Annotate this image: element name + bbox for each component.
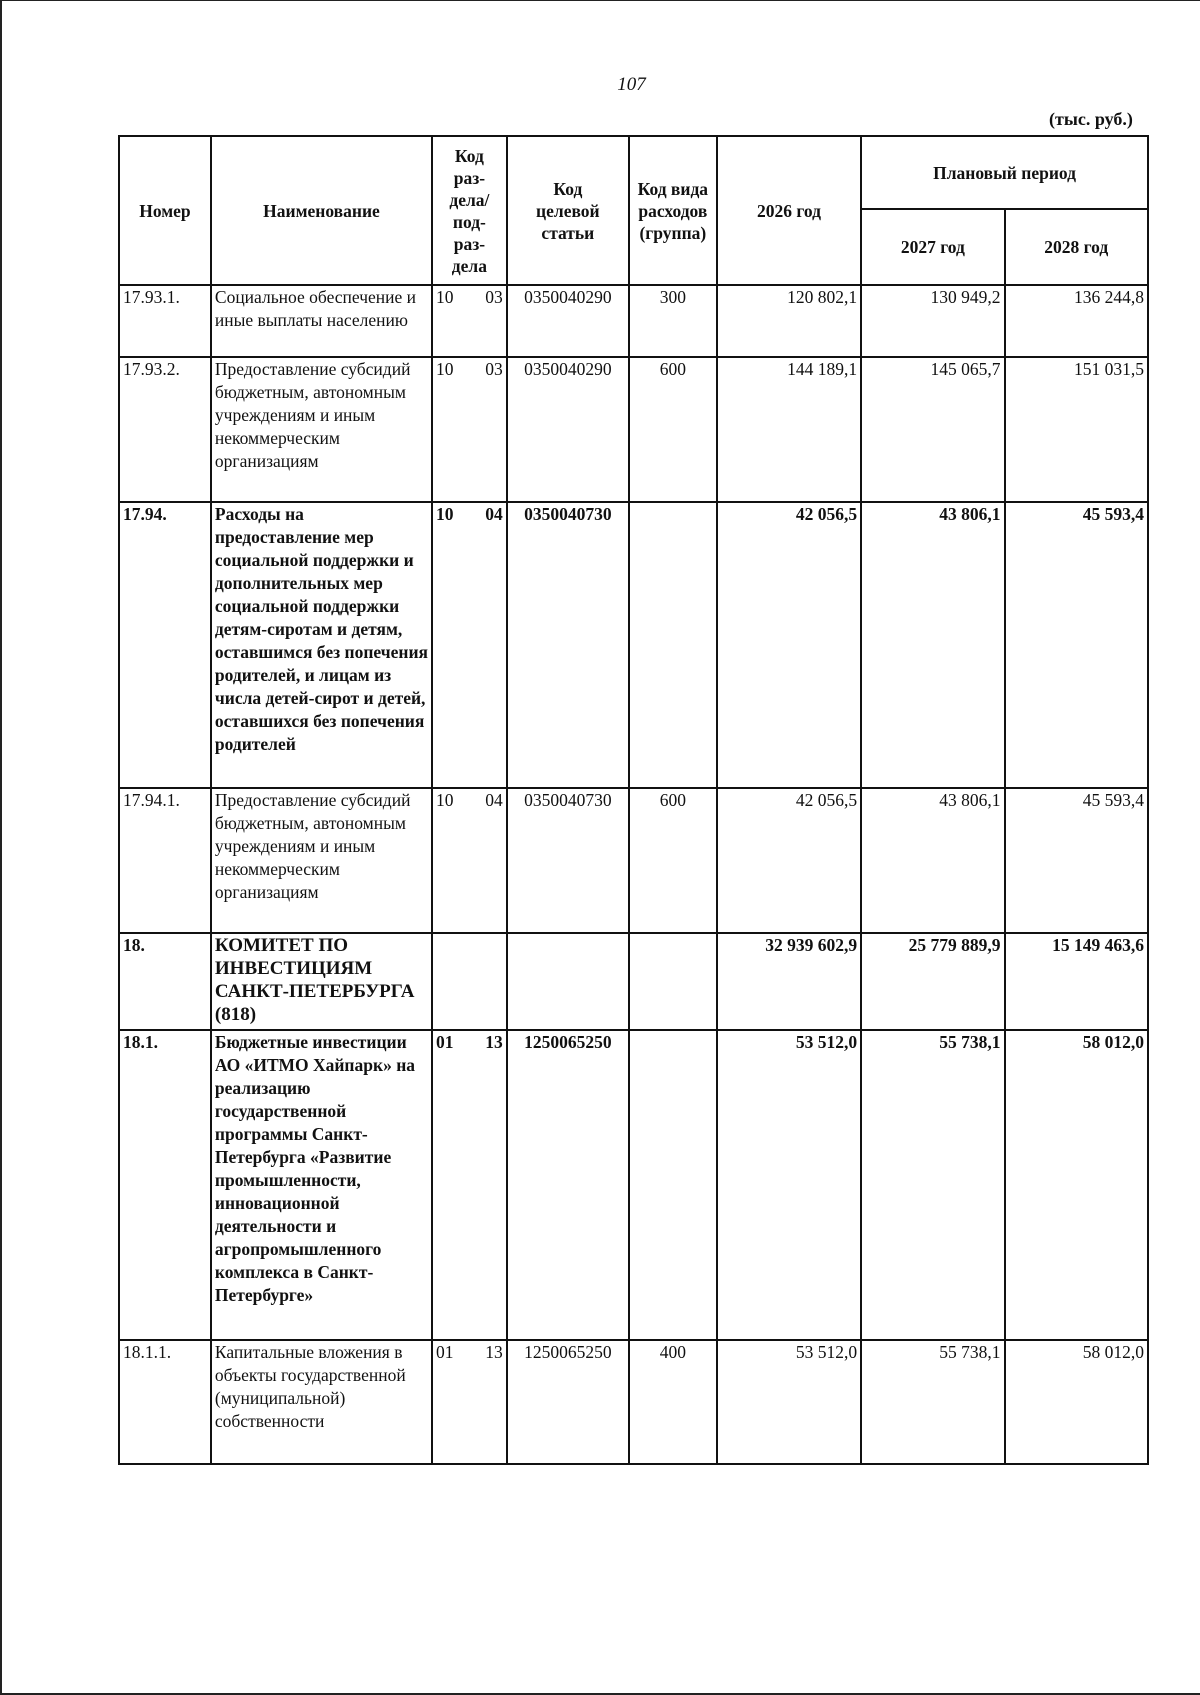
- row-number: 17.94.: [119, 502, 211, 788]
- row-name: Бюджетные инвестиции АО «ИТМО Хайпарк» на реализацию государственной программы Санкт-Петербурга «Развитие промышленности, инновационной деятельности и агропромышленного комплекса в Санкт-Петербурге»: [211, 1030, 432, 1340]
- row-name: Предоставление субсидий бюджетным, автономным учреждениям и иным некоммерческим организациям: [211, 788, 432, 933]
- units-label: (тыс. руб.): [1049, 109, 1133, 129]
- row-expense-type: 300: [629, 285, 717, 357]
- table-row: [119, 357, 1148, 502]
- row-value-2027: 43 806,1: [861, 788, 1004, 933]
- row-target-code: 0350040290: [507, 285, 629, 357]
- row-section-code: [432, 1030, 507, 1340]
- row-name: КОМИТЕТ ПО ИНВЕСТИЦИЯМ САНКТ-ПЕТЕРБУРГА (818): [211, 933, 432, 1030]
- header-year-2026: 2026 год: [717, 136, 861, 285]
- header-section-code: Код раз- дела/ под- раз- дела: [432, 136, 507, 285]
- row-expense-type: 600: [629, 357, 717, 502]
- subsection: 13: [485, 1342, 503, 1362]
- row-name: Расходы на предоставление мер социальной поддержки и дополнительных мер социальной поддержки детям-сиротам и детям, оставшимся без попечения родителей, и лицам из числа детей-сирот и детей, оставшихся без попечения родителей: [211, 502, 432, 788]
- section: 10: [436, 287, 454, 307]
- row-expense-type: 400: [629, 1340, 717, 1464]
- page-border-top: [0, 0, 1200, 1]
- subsection: 04: [485, 504, 503, 524]
- row-section-code: [432, 933, 507, 1030]
- row-number: 17.93.1.: [119, 285, 211, 357]
- page-border-left: [0, 0, 2, 1695]
- section: 10: [436, 359, 454, 379]
- row-expense-type: 600: [629, 788, 717, 933]
- row-number: 18.: [119, 933, 211, 1030]
- row-value-2027: 145 065,7: [861, 357, 1004, 502]
- row-name: Предоставление субсидий бюджетным, автономным учреждениям и иным некоммерческим организациям: [211, 357, 432, 502]
- row-target-code: 0350040290: [507, 357, 629, 502]
- row-section-code: [432, 788, 507, 933]
- row-value-2026: 42 056,5: [717, 788, 861, 933]
- row-target-code: 1250065250: [507, 1340, 629, 1464]
- row-number: 18.1.1.: [119, 1340, 211, 1464]
- table-row: [119, 1340, 1148, 1464]
- row-value-2027: 43 806,1: [861, 502, 1004, 788]
- row-value-2027: 55 738,1: [861, 1340, 1004, 1464]
- row-target-code: 1250065250: [507, 1030, 629, 1340]
- row-section-code: [432, 1340, 507, 1464]
- row-section-code: [432, 357, 507, 502]
- row-value-2026: 42 056,5: [717, 502, 861, 788]
- row-target-code: [507, 933, 629, 1030]
- row-name: Социальное обеспечение и иные выплаты населению: [211, 285, 432, 357]
- row-name: Капитальные вложения в объекты государственной (муниципальной) собственности: [211, 1340, 432, 1464]
- section: 10: [436, 504, 454, 524]
- row-value-2026: 32 939 602,9: [717, 933, 861, 1030]
- row-value-2028: 136 244,8: [1005, 285, 1148, 357]
- section: 10: [436, 790, 454, 810]
- header-year-2027: 2027 год: [861, 209, 1004, 285]
- header-name: Наименование: [211, 136, 432, 285]
- header-planned-period: Плановый период: [861, 136, 1148, 209]
- subsection: 13: [485, 1032, 503, 1052]
- budget-table: [118, 135, 1149, 1465]
- row-value-2027: 55 738,1: [861, 1030, 1004, 1340]
- row-value-2027: 130 949,2: [861, 285, 1004, 357]
- table-row: [119, 502, 1148, 788]
- row-expense-type: [629, 933, 717, 1030]
- row-target-code: 0350040730: [507, 788, 629, 933]
- table-header: [119, 136, 1148, 285]
- table-row: [119, 933, 1148, 1030]
- row-value-2027: 25 779 889,9: [861, 933, 1004, 1030]
- table-row: [119, 788, 1148, 933]
- row-value-2026: 144 189,1: [717, 357, 861, 502]
- table-body: [119, 285, 1148, 1464]
- row-number: 17.93.2.: [119, 357, 211, 502]
- table-row: [119, 1030, 1148, 1340]
- header-expense-type: Код вида расходов (группа): [629, 136, 717, 285]
- row-value-2028: 151 031,5: [1005, 357, 1148, 502]
- row-value-2028: 58 012,0: [1005, 1030, 1148, 1340]
- row-expense-type: [629, 502, 717, 788]
- table-row: [119, 285, 1148, 357]
- header-target-code: Код целевой статьи: [507, 136, 629, 285]
- row-number: 17.94.1.: [119, 788, 211, 933]
- row-value-2028: 45 593,4: [1005, 788, 1148, 933]
- row-value-2026: 53 512,0: [717, 1030, 861, 1340]
- subsection: 03: [485, 359, 503, 379]
- section: 01: [436, 1342, 454, 1362]
- subsection: 04: [485, 790, 503, 810]
- header-number: Номер: [119, 136, 211, 285]
- row-section-code: [432, 502, 507, 788]
- row-number: 18.1.: [119, 1030, 211, 1340]
- row-value-2028: 15 149 463,6: [1005, 933, 1148, 1030]
- row-expense-type: [629, 1030, 717, 1340]
- header-year-2028: 2028 год: [1005, 209, 1148, 285]
- row-value-2028: 58 012,0: [1005, 1340, 1148, 1464]
- row-target-code: 0350040730: [507, 502, 629, 788]
- row-section-code: [432, 285, 507, 357]
- section: 01: [436, 1032, 454, 1052]
- subsection: 03: [485, 287, 503, 307]
- page-number: 107: [617, 74, 646, 95]
- row-value-2028: 45 593,4: [1005, 502, 1148, 788]
- row-value-2026: 120 802,1: [717, 285, 861, 357]
- row-value-2026: 53 512,0: [717, 1340, 861, 1464]
